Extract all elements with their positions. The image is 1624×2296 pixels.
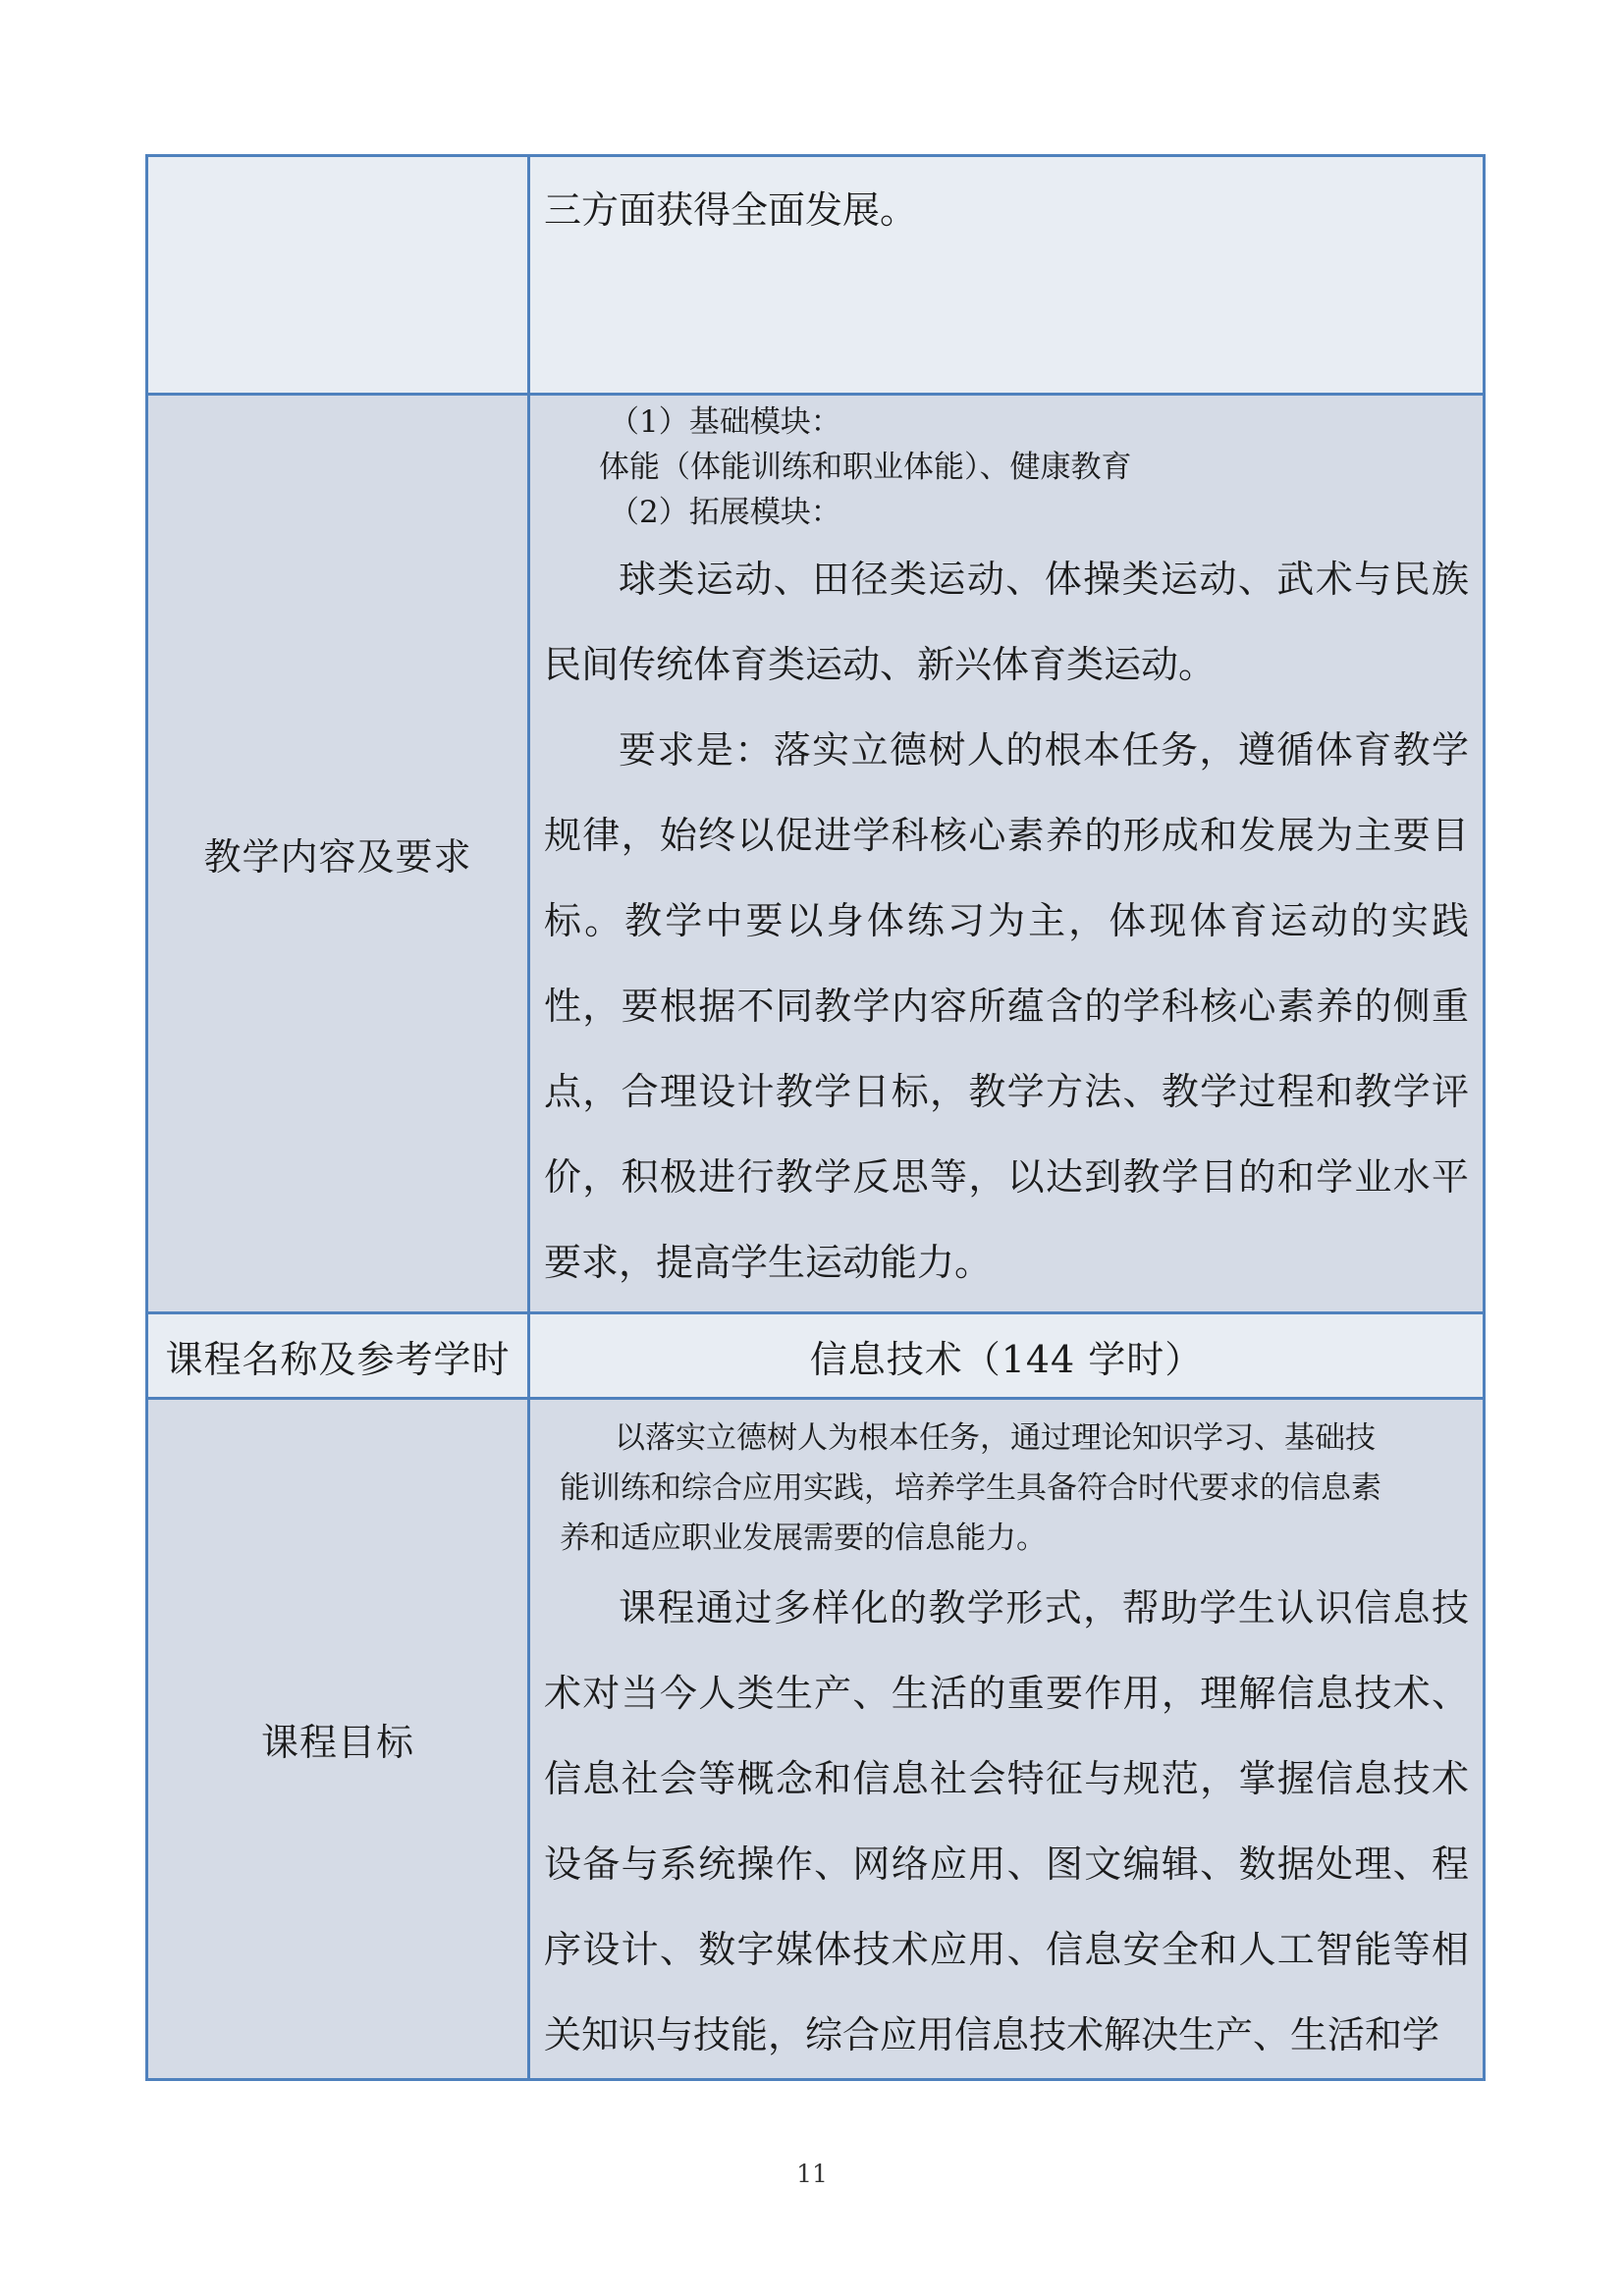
row2-left-cell [147,395,529,1313]
course-name-value: 信息技术（144 学时） [809,1337,1204,1381]
row1-left-cell [147,156,529,395]
module2-title: （2）拓展模块： [609,495,841,530]
course-name-label: 课程名称及参考学时 [165,1337,511,1381]
row2-right-cell [529,395,1485,1313]
table-row [147,156,1485,395]
module2-content: 球类运动、田径类运动、体操类运动、武术与民族民间传统体育类运动、新兴体育类运动。 [544,558,1469,686]
table-row [147,1313,1485,1399]
row4-left-cell [147,1399,529,2080]
goal-paragraph-1-line-2: 能训练和综合应用实践，培养学生具备符合时代要求的信息素 [560,1470,1381,1506]
module1-content: 体能（体能训练和职业体能）、健康教育 [599,450,1132,485]
table-row [147,395,1485,1313]
course-table [145,154,1486,2081]
module1-title: （1）基础模块： [609,404,841,440]
course-goal-label: 课程目标 [260,1721,414,1764]
page-number: 11 [796,2160,828,2188]
table-row [147,1399,1485,2080]
goal-paragraph-1-line-1: 以落实立德树人为根本任务，通过理论知识学习、基础技 [615,1420,1376,1456]
row4-right-cell [529,1399,1485,2080]
row1-right-cell [529,156,1485,395]
row3-right-cell [529,1313,1485,1399]
goal-paragraph-1-line-3: 养和适应职业发展需要的信息能力。 [560,1521,1047,1556]
row3-left-cell [147,1313,529,1399]
row1-text: 三方面获得全面发展。 [544,188,918,232]
requirements-text: 要求是：落实立德树人的根本任务，遵循体育教学规律，始终以促进学科核心素养的形成和发展为主要目标。教学中要以身体练习为主，体现体育运动的实践性，要根据不同教学内容所蕴含的学科核心素养的侧重点，合理设计教学日标，教学方法、教学过程和教学评价，积极进行教学反思等，以达到教学目的和学业水平要求，提高学生运动能力。 [544,728,1469,1284]
section-label-teaching-content: 教学内容及要求 [203,835,472,879]
goal-paragraph-2: 课程通过多样化的教学形式，帮助学生认识信息技术对当今人类生产、生活的重要作用，理解信息技术、信息社会等概念和信息社会特征与规范，掌握信息技术设备与系统操作、网络应用、图文编辑、数据处理、程序设计、数字媒体技术应用、信息安全和人工智能等相关知识与技能，综合应用信息技术解决生产、生活和学 [544,1586,1469,2056]
